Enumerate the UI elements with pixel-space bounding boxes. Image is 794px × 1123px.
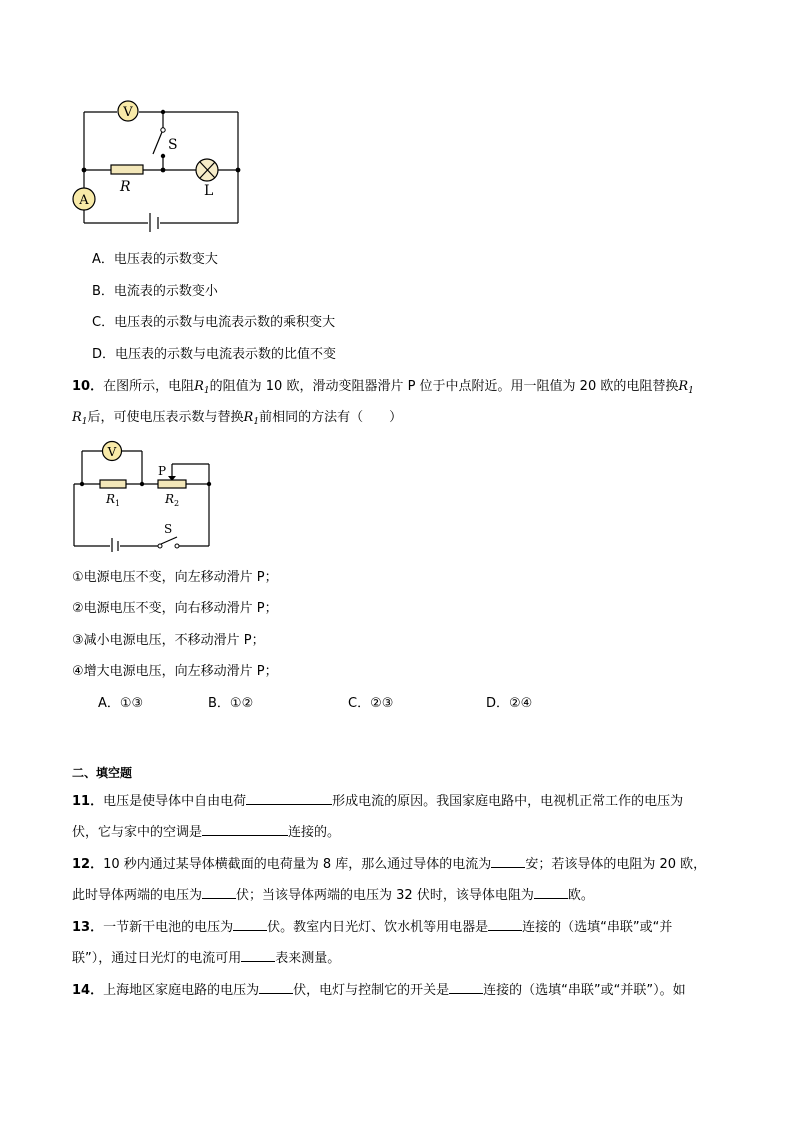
answer-blank[interactable] bbox=[233, 917, 267, 931]
q12-text: 安；若该导体的电阻为 20 欧， bbox=[525, 857, 707, 872]
q10-text: 后，可使电压表示数与替换 bbox=[87, 410, 244, 425]
q12-line1 bbox=[72, 854, 706, 875]
q11-text: 形成电流的原因。我国家庭电路中，电视机正常工作的电压为 bbox=[332, 794, 684, 809]
q11-line2 bbox=[72, 822, 340, 843]
r1-subscript: 1 bbox=[203, 386, 210, 396]
q10-text: 的阻值为 10 欧，滑动变阻器滑片 P 位于中点附近。用一阻值为 20 欧的电阻替换 bbox=[209, 379, 679, 394]
answer-blank[interactable] bbox=[202, 822, 288, 836]
section-title: 二、填空题 bbox=[72, 766, 133, 780]
q10-slider-label: P bbox=[158, 464, 167, 478]
r1-symbol: R bbox=[243, 410, 254, 425]
q13-text: 联”），通过日光灯的电流可用 bbox=[72, 951, 242, 966]
q10-choice-a[interactable] bbox=[98, 694, 143, 714]
q9-resistor-label: R bbox=[120, 179, 131, 195]
q10-r2-label: $R_2$ bbox=[165, 492, 180, 508]
question-number: 11． bbox=[72, 794, 104, 809]
q11-text: 电压是使导体中自由电荷 bbox=[103, 794, 247, 809]
q9-lamp-label: L bbox=[204, 183, 214, 199]
q12-text: 10 秒内通过某导体横截面的电荷量为 8 库，那么通过导体的电流为 bbox=[103, 857, 492, 872]
option-text: 电压表的示数与电流表示数的比值不变 bbox=[115, 347, 337, 362]
answer-blank[interactable] bbox=[488, 917, 522, 931]
option-text: ①③ bbox=[119, 696, 144, 711]
q12-text: 此时导体两端的电压为 bbox=[72, 888, 203, 903]
r1-subscript: 1 bbox=[81, 417, 88, 427]
q13-line1 bbox=[72, 917, 672, 938]
q10-stem-line2 bbox=[72, 408, 402, 432]
q10-r1-label: $R_1$ bbox=[106, 492, 121, 508]
answer-blank[interactable] bbox=[491, 854, 525, 868]
q14-text: 伏，电灯与控制它的开关是 bbox=[293, 983, 450, 998]
q13-text: 一节新干电池的电压为 bbox=[103, 920, 234, 935]
q10-text: 前相同的方法有（ ） bbox=[259, 410, 403, 425]
option-key: A． bbox=[98, 696, 120, 711]
q13-line2 bbox=[72, 948, 340, 969]
q9-option-c[interactable] bbox=[92, 313, 335, 333]
option-key: D． bbox=[92, 347, 116, 362]
q10-text: 在图所示，电阻 bbox=[103, 379, 195, 394]
r1-subscript: 1 bbox=[253, 417, 260, 427]
q10-switch-label: S bbox=[164, 522, 173, 536]
q12-text: 伏；当该导体两端的电压为 32 伏时，该导体电阻为 bbox=[236, 888, 534, 903]
q14-line1 bbox=[72, 980, 686, 1001]
answer-blank[interactable] bbox=[259, 980, 293, 994]
q10-method-3: ③减小电源电压，不移动滑片 P； bbox=[72, 633, 265, 648]
option-text: ②④ bbox=[509, 696, 533, 711]
q11-text: 伏，它与家中的空调是 bbox=[72, 825, 203, 840]
option-key: B． bbox=[208, 696, 230, 711]
q13-text: 表来测量。 bbox=[275, 951, 341, 966]
question-number: 10． bbox=[72, 379, 104, 394]
question-number: 13． bbox=[72, 920, 104, 935]
q13-text: 伏。教室内日光灯、饮水机等用电器是 bbox=[267, 920, 489, 935]
option-key: C． bbox=[92, 315, 115, 330]
answer-blank[interactable] bbox=[202, 885, 236, 899]
r1-symbol: R bbox=[72, 410, 82, 425]
q11-line1 bbox=[72, 791, 683, 812]
q12-line2 bbox=[72, 885, 594, 906]
q10-choice-c[interactable] bbox=[348, 694, 393, 714]
q11-text: 连接的。 bbox=[288, 825, 341, 840]
q9-circuit-diagram bbox=[70, 92, 250, 232]
q14-text: 上海地区家庭电路的电压为 bbox=[103, 983, 260, 998]
question-number: 12． bbox=[72, 857, 104, 872]
option-key: D． bbox=[486, 696, 510, 711]
q10-method-2: ②电源电压不变，向右移动滑片 P； bbox=[72, 601, 278, 616]
q9-option-a[interactable] bbox=[92, 250, 218, 270]
option-text: ②③ bbox=[370, 696, 394, 711]
answer-blank[interactable] bbox=[449, 980, 483, 994]
answer-blank[interactable] bbox=[534, 885, 568, 899]
q9-voltmeter-label: V bbox=[123, 105, 133, 120]
answer-blank[interactable] bbox=[241, 948, 275, 962]
question-number: 14． bbox=[72, 983, 104, 998]
q10-circuit-diagram bbox=[66, 436, 216, 552]
q9-switch-label: S bbox=[168, 137, 178, 153]
q12-text: 欧。 bbox=[567, 888, 594, 903]
r1-symbol: R bbox=[678, 379, 689, 394]
q10-method-4: ④增大电源电压，向左移动滑片 P； bbox=[72, 664, 278, 679]
q9-resistor bbox=[111, 165, 143, 174]
answer-blank[interactable] bbox=[246, 791, 332, 805]
q10-stem-line1 bbox=[72, 377, 694, 401]
q9-option-d[interactable] bbox=[92, 345, 336, 365]
r1-subscript: 1 bbox=[688, 386, 694, 396]
q13-text: 连接的（选填“串联”或“并 bbox=[522, 920, 673, 935]
r1-symbol: R bbox=[194, 379, 204, 394]
option-key: B． bbox=[92, 284, 114, 299]
q10-resistor-r1 bbox=[100, 480, 126, 488]
q10-voltmeter-label: V bbox=[107, 445, 117, 459]
q10-rheostat-r2 bbox=[158, 480, 186, 488]
option-text: 电压表的示数变大 bbox=[113, 252, 218, 267]
option-text: 电流表的示数变小 bbox=[113, 284, 218, 299]
option-text: 电压表的示数与电流表示数的乘积变大 bbox=[114, 315, 336, 330]
q14-text: 连接的（选填“串联”或“并联”）。如 bbox=[483, 983, 686, 998]
q10-choice-b[interactable] bbox=[208, 694, 253, 714]
option-key: C． bbox=[348, 696, 371, 711]
option-key: A． bbox=[92, 252, 114, 267]
q10-method-1: ①电源电压不变，向左移动滑片 P； bbox=[72, 570, 278, 585]
q10-choice-d[interactable] bbox=[486, 694, 532, 714]
option-text: ①② bbox=[229, 696, 254, 711]
q9-ammeter-label: A bbox=[79, 193, 89, 208]
q9-option-b[interactable] bbox=[92, 282, 218, 302]
